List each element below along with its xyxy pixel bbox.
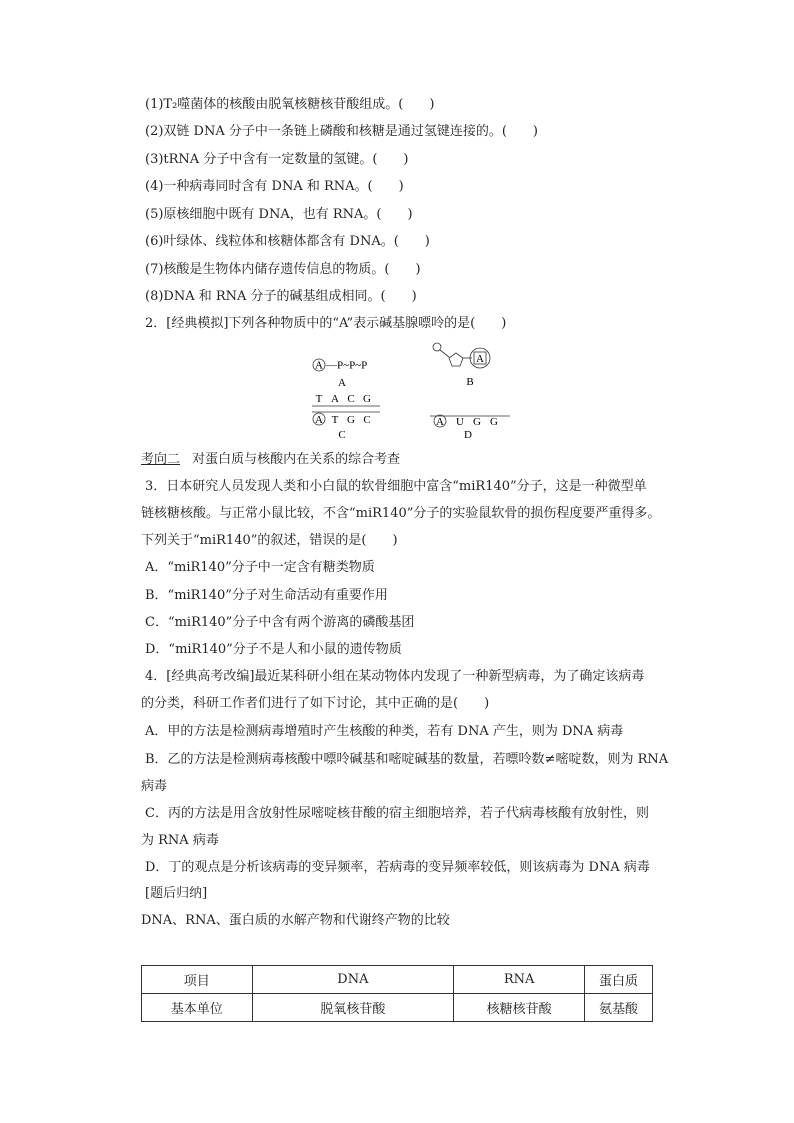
q4-option-b: B．乙的方法是检测病毒核酸中嘌呤碱基和嘧啶碱基的数量，若嘌呤数≠嘧啶数，则为 RNA xyxy=(145,752,669,767)
q3-stem-line: 链核糖核酸。与正常小鼠比较，不含“miR140”分子的实验鼠软骨的损伤程度要严重得多。 xyxy=(141,506,661,521)
q4-option-d: D．丁的观点是分析该病毒的变异频率，若病毒的变异频率较低，则该病毒为 DNA 病毒 xyxy=(145,860,650,875)
judge-item-2: (2)双链 DNA 分子中一条链上磷酸和核糖是通过氢键连接的。( ) xyxy=(145,124,539,139)
judge-item-6: (6)叶绿体、线粒体和核糖体都含有 DNA。( ) xyxy=(145,234,430,249)
q4-option-c: C．丙的方法是用含放射性尿嘧啶核苷酸的宿主细胞培养，若子代病毒核酸有放射性，则 xyxy=(145,806,649,821)
q4-option-c-cont: 为 RNA 病毒 xyxy=(141,833,219,848)
q3-stem-line: 3．日本研究人员发现人类和小白鼠的软骨细胞中富含“miR140”分子，这是一种微型单 xyxy=(145,479,647,494)
section-2-heading xyxy=(141,451,400,469)
table-header-cell: 项目 xyxy=(142,966,253,994)
summary-heading: [题后归纳] xyxy=(145,886,208,901)
q3-option-c: C．“miR140”分子中含有两个游离的磷酸基团 xyxy=(145,615,415,630)
figure-c-bottom-base: C xyxy=(363,414,371,426)
figure-option-b xyxy=(433,343,490,388)
q4-option-b-cont: 病毒 xyxy=(141,779,168,794)
figure-a-label: A xyxy=(338,377,346,389)
q2-stem: 2．[经典模拟]下列各种物质中的“A”表示碱基腺嘌呤的是( ) xyxy=(145,316,507,331)
q3-option-b: B．“miR140”分子对生命活动有重要作用 xyxy=(145,588,388,603)
judge-item-1: (1)T₂噬菌体的核酸由脱氧核糖核苷酸组成。( ) xyxy=(145,97,435,112)
figure-option-a xyxy=(313,359,367,389)
table-cell: 基本单位 xyxy=(142,994,253,1022)
figure-c-top-base: G xyxy=(363,393,371,405)
figure-d-base: A xyxy=(436,416,444,428)
figure-c-bottom-base: T xyxy=(331,414,339,426)
table-cell: 氨基酸 xyxy=(585,994,653,1022)
q3-option-a: A．“miR140”分子中一定含有糖类物质 xyxy=(145,560,375,575)
judge-item-5: (5)原核细胞中既有 DNA，也有 RNA。( ) xyxy=(145,207,413,222)
table-header-row xyxy=(142,966,653,994)
comparison-table xyxy=(141,965,653,1022)
judge-item-7: (7)核酸是生物体内储存遗传信息的物质。( ) xyxy=(145,262,421,277)
figure-b-box-base: A xyxy=(476,353,484,365)
figure-a-circled-base: A xyxy=(315,359,323,372)
figure-option-c xyxy=(312,393,380,440)
summary-title: DNA、RNA、蛋白质的水解产物和代谢终产物的比较 xyxy=(141,913,450,928)
section-2-tag: 考向二 xyxy=(141,452,181,467)
figure-c-top-base: C xyxy=(347,393,355,405)
figure-d-base: U xyxy=(456,416,464,428)
table-cell: 脱氧核苷酸 xyxy=(252,994,454,1022)
figure-c-top-base: T xyxy=(315,393,323,405)
judge-item-3: (3)tRNA 分子中含有一定数量的氢键。( ) xyxy=(145,152,409,167)
figure-d-label: D xyxy=(464,429,472,440)
figure-b-label: B xyxy=(466,376,474,388)
figure-c-label: C xyxy=(338,429,346,440)
q4-line: 4．[经典高考改编]最近某科研小组在某动物体内发现了一种新型病毒，为了确定该病毒 xyxy=(145,669,645,684)
figure-c-bottom-base: G xyxy=(347,414,355,426)
judge-item-8: (8)DNA 和 RNA 分子的碱基组成相同。( ) xyxy=(145,289,417,304)
figure-d-base: G xyxy=(473,416,481,428)
figure-a-phosphates: —P~P~P xyxy=(326,359,368,372)
q3-option-d: D．“miR140”分子不是人和小鼠的遗传物质 xyxy=(145,642,402,657)
table-header-cell: 蛋白质 xyxy=(585,966,653,994)
judge-item-4: (4)一种病毒同时含有 DNA 和 RNA。( ) xyxy=(145,179,404,194)
q4-line: 的分类，科研工作者们进行了如下讨论，其中正确的是( ) xyxy=(141,696,490,711)
table-header-cell: DNA xyxy=(252,966,454,994)
section-2-title: 对蛋白质与核酸内在关系的综合考查 xyxy=(192,452,401,467)
q3-stem-line: 下列关于“miR140”的叙述，错误的是( ) xyxy=(141,533,398,548)
figure-d-base: G xyxy=(490,416,498,428)
table-cell: 核糖核苷酸 xyxy=(454,994,585,1022)
figure-option-d xyxy=(430,415,510,440)
figure-c-bottom-base: A xyxy=(315,414,323,426)
table-row xyxy=(142,994,653,1022)
table-header-cell: RNA xyxy=(454,966,585,994)
figure-c-top-base: A xyxy=(331,393,339,405)
q4-option-a: A．甲的方法是检测病毒增殖时产生核酸的种类，若有 DNA 产生，则为 DNA 病毒 xyxy=(145,724,624,739)
q2-figure xyxy=(300,338,520,440)
